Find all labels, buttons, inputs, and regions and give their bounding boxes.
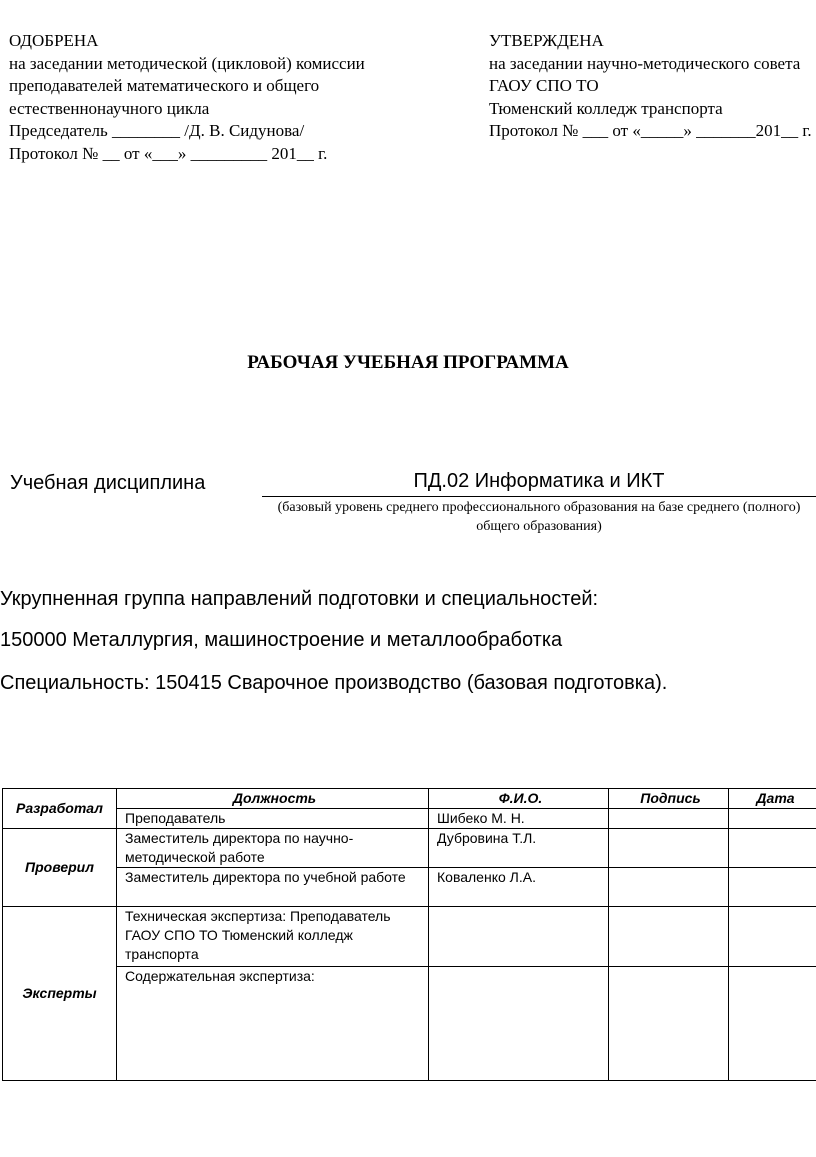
checked-signature-cell (609, 829, 729, 868)
document-title: РАБОЧАЯ УЧЕБНАЯ ПРОГРАММА (247, 352, 569, 373)
developed-position: Преподаватель (117, 809, 429, 829)
discipline-value: ПД.02 Информатика и ИКТ (262, 470, 816, 497)
developed-signature-cell (609, 809, 729, 829)
direction-line: 150000 Металлургия, машиностроение и металлообработка (0, 629, 563, 651)
approved-line: Председатель ________ /Д. В. Сидунова/ (9, 121, 305, 140)
checked-signature-cell (609, 868, 729, 907)
developed-date-cell (729, 809, 816, 829)
header-name: Ф.И.О. (429, 789, 609, 809)
experts-signature-cell (609, 907, 729, 967)
experts-date-cell (729, 967, 816, 1081)
confirmed-line: ГАОУ СПО ТО (489, 76, 599, 95)
approved-line: Протокол № __ от «___» _________ 201__ г. (9, 143, 328, 163)
approved-block (9, 30, 469, 165)
group-line: Укрупненная группа направлений подготовки и специальностей: (0, 588, 599, 610)
approved-title: ОДОБРЕНА (9, 31, 99, 50)
approved-line: естественнонаучного цикла (9, 98, 210, 118)
developed-label: Разработал (3, 789, 117, 829)
header-signature: Подпись (609, 789, 729, 809)
confirmed-line: Тюменский колледж транспорта (489, 98, 723, 118)
checked-name: Коваленко Л.А. (429, 868, 609, 907)
checked-date-cell (729, 829, 816, 868)
experts-label: Эксперты (3, 907, 117, 1081)
checked-label: Проверил (3, 829, 117, 907)
signatures-table (2, 788, 816, 1081)
checked-position: Заместитель директора по научно-методической работе (117, 829, 429, 868)
approved-line: преподавателей математического и общего (9, 76, 320, 95)
specialty-line: Специальность: 150415 Сварочное производство (базовая подготовка). (0, 672, 668, 694)
checked-position: Заместитель директора по учебной работе (117, 868, 429, 907)
confirmed-line: на заседании научно-методического совета (489, 53, 801, 73)
experts-date-cell (729, 907, 816, 967)
discipline-label: Учебная дисциплина (10, 472, 206, 494)
discipline-note: (базовый уровень среднего профессионального образования на базе среднего (полного) общего образования) (277, 500, 801, 534)
experts-name-cell (429, 967, 609, 1081)
developed-name: Шибеко М. Н. (429, 809, 609, 829)
experts-signature-cell (609, 967, 729, 1081)
experts-name-cell (429, 907, 609, 967)
experts-position: Техническая экспертиза: Преподаватель ГАОУ СПО ТО Тюменский колледж транспорта (117, 907, 429, 967)
checked-name: Дубровина Т.Л. (429, 829, 609, 868)
confirmed-block (489, 30, 816, 143)
confirmed-line: Протокол № ___ от «_____» _______201__ г. (489, 121, 812, 140)
confirmed-title: УТВЕРЖДЕНА (489, 31, 604, 50)
header-date: Дата (729, 789, 816, 809)
header-position: Должность (117, 789, 429, 809)
checked-date-cell (729, 868, 816, 907)
approved-line: на заседании методической (цикловой) комиссии (9, 53, 365, 73)
experts-position: Содержательная экспертиза: (117, 967, 429, 1081)
